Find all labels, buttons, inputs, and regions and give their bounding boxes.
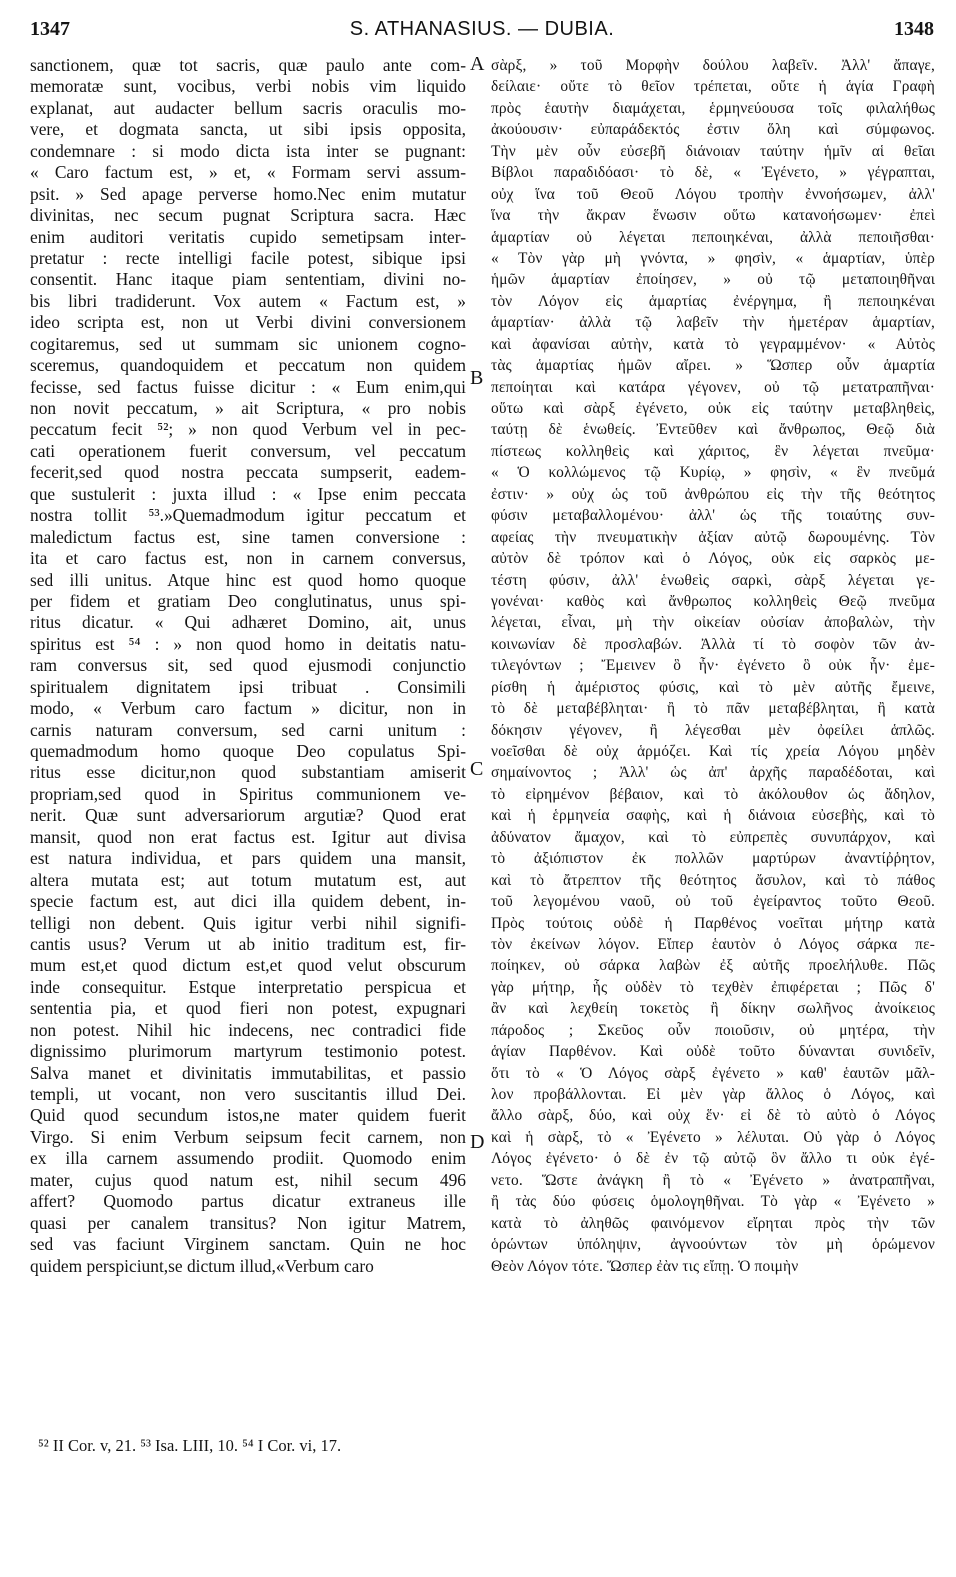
section-marker-c: C (470, 758, 484, 780)
latin-text-line: dignissimo plurimorum martyrum testimonio potest. (30, 1041, 466, 1062)
latin-text-line: nostra tollit ⁵³.»Quemadmodum igitur peccatum et (30, 505, 466, 526)
greek-text-line: γονέναι· καθὸς καὶ ἄνθρωπος κολληθεὶς Θεῷ πνεῦμα (491, 592, 935, 610)
greek-text-line: Θεὸν Λόγον τότε. Ὥσπερ ἐὰν τις εἴπῃ. Ὁ ποιμὴν (491, 1257, 799, 1275)
latin-text-line: mater, cujus quod natum est, nihil secum 496 (30, 1169, 466, 1190)
greek-text-line: ρίσθη ἡ ἀμέριστος φύσις, καὶ τὸ μὲν αὐτῆς ἔμεινε, (491, 678, 935, 696)
latin-text-line: consentit. Hanc itaque piam sententiam, divini no- (30, 269, 466, 290)
latin-text-line: mum est,et quod dictum est,et quod velut obscurum (30, 955, 466, 976)
footnotes: ⁵² II Cor. v, 21. ⁵³ Isa. LIII, 10. ⁵⁴ I Cor. vi, 17. (38, 1436, 342, 1455)
greek-text-line: δείλαιε· οὔτε τὸ θεῖον τρέπεται, οὔτε ἡ ἁγία Γραφὴ (491, 78, 935, 96)
latin-text-line: vere, et dogmata sancta, ut sibi ipsis opposita, (30, 119, 466, 140)
greek-text-line: ἄλλο σὰρξ, δύο, καὶ οὐχ ἕν· εἰ δὲ τὸ αὐτὸ ὁ Λόγος (491, 1107, 935, 1125)
greek-text-line: τὸν Λόγον εἰς ἁμαρτίας ἐνέργημα, ἢ πεποιηκέναι (491, 292, 935, 310)
greek-text-line: σὰρξ, » τοῦ Μορφὴν δούλου λαβεῖν. Ἀλλ' ἄπαγε, (491, 57, 935, 74)
greek-text-line: ἀδύνατον ἄμαχον, καὶ τὸ εὐπρεπὲς συνυπάρχον, καὶ (491, 828, 935, 846)
greek-text-line: κοινωνίαν δὲ προσλαβών. Ἀλλὰ τί τὸ σοφὸν τῶν ἀν- (491, 635, 935, 653)
greek-column (491, 55, 935, 1277)
latin-text-line: Quid quod secundum istos,ne mater quidem fuerit (30, 1105, 466, 1126)
latin-text-line: templi, ut vocant, non vero suscitantis illud Dei. (30, 1084, 466, 1104)
greek-text-line: τιλεγόντων ; Ἔμεινεν ὃ ἦν· ἐγένετο ὃ οὐκ ἦν· ἐμε- (491, 657, 935, 675)
latin-text-line: memoratæ sunt, vocibus, verbi nobis vim liquido (30, 76, 466, 97)
greek-text-line: καὶ ἡ σὰρξ, τὸ « Ἐγένετο » λέλυται. Οὐ γὰρ ὁ Λόγος (491, 1128, 935, 1146)
latin-text-line: fecisse, sed factus fuisse dicitur : « Eum enim,qui (30, 376, 466, 397)
page-header (30, 14, 934, 48)
latin-text-line: peccatum fecit ⁵²; » non quod Verbum vel in pec- (30, 419, 466, 440)
greek-text-line: τὸ εἰρημένον βέβαιον, καὶ τὸ ἀκόλουθον ὡς ἄδηλον, (491, 785, 935, 803)
greek-text-line: πάροδος ; Σκεῦος οὖν ποιοῦσιν, οὐ μητέρα, τὴν (491, 1021, 935, 1039)
latin-text-line: ram conversus sit, sed quod ejusmodi conjunctio (30, 655, 466, 676)
greek-text-line: ἁγίαν Παρθένον. Καὶ οὐδὲ τοῦτο δύνανται συνιδεῖν, (491, 1043, 935, 1061)
latin-text-line: ex illa carnem assumendo prodiit. Quomodo enim (30, 1148, 466, 1169)
latin-text-line: psit. » Sed apage perverse homo.Nec enim mutatur (30, 183, 466, 204)
latin-text-line: non potest. Nihil hic indecens, nec contradici fide (30, 1019, 466, 1040)
greek-text-line: λέγεται, εἶναι, μὴ τὴν οἰκείαν οὐσίαν ἀποβαλὼν, τὴν (491, 614, 935, 632)
greek-text-line: ποίηκεν, οὐ σάρκα λαβὼν ἐξ αὐτῆς προελήλυθε. Πῶς (491, 957, 935, 975)
latin-column (30, 55, 466, 1277)
greek-text-line: πεποίηται καὶ κατάρα γέγονεν, οὐ τῷ μετατραπῆναι· (491, 378, 935, 396)
right-page-number: 1348 (894, 18, 934, 40)
latin-text-line: cogitaremus, sed ut summam sic unionem cogno- (30, 333, 466, 354)
greek-text-line: τοῦ λεγομένου ναοῦ, οὐ τοῦ ἐγείραντος τοῦτο Θεοῦ. (491, 893, 935, 911)
latin-text-line: sceremus, quandoquidem et peccatum non quidem (30, 355, 466, 376)
greek-text-line: ἐστιν· » οὐχ ὡς τοῦ ἀνθρώπου εἰς τὴν τῆς θεότητος (491, 485, 935, 503)
latin-text-line: cati operationem fuerit conversum, vel peccatum (30, 440, 466, 461)
latin-text-line: bis libri tradiderunt. Vox autem « Factum est, » (30, 290, 466, 311)
latin-text-line: cantis usus? Verum ut ab initio traditum est, fir- (30, 933, 466, 954)
greek-text-line: Τὴν μὲν οὖν εὐσεβῆ διάνοιαν ταύτην ἡμῖν αἱ θεῖαι (491, 142, 935, 160)
greek-text-line: νοεῖσθαι δὲ οὐχ ἁρμόζει. Καὶ τίς χρεία Λόγου μηδὲν (491, 743, 935, 760)
latin-text-line: spiritualem dignitatem ipsi tribuat . Consimili (30, 676, 466, 697)
greek-text-line: Λόγος ἐγένετο· ὁ δὲ ἐν τῷ αὐτῷ ὃν ἄλλο τι οὐκ ἐγέ- (491, 1150, 935, 1168)
greek-text-line: καὶ ἀφανίσαι αὐτὴν, κατὰ τὸ γεγραμμένον· « Αὐτὸς (491, 335, 935, 353)
greek-text-line: πρὸς ἑαυτὴν διαμάχεται, ἑρμηνεύουσα τοῖς φιλαλήθως (491, 99, 935, 117)
greek-text-line: λον προβάλλονται. Εἰ μὲν γὰρ ἄλλος ὁ Λόγος, καὶ (491, 1086, 935, 1103)
latin-text-line: quidem perspiciunt,se dictum illud,«Verbum caro (30, 1255, 374, 1276)
latin-text-line: condemnare : si modo dicta ista inter se pugnant: (30, 140, 466, 161)
greek-text-line: « Τὸν γὰρ μὴ γνόντα, » φησὶν, « ἁμαρτίαν, ὑπὲρ (491, 249, 935, 267)
greek-text-line: ἵνα τὴν ἄκραν ἕνωσιν οὕτω κατανοήσωμεν· ἐπεὶ (491, 207, 935, 225)
greek-text-line: νετο. Ὥστε ἀνάγκη ἢ τὸ « Ἐγένετο » ἀνατραπῆναι, (491, 1171, 935, 1189)
latin-text-line: mansit, quod non erat factus est. Igitur aut divisa (30, 826, 466, 847)
latin-text-line: modo, « Verbum caro factum » dicitur, non in (30, 698, 466, 719)
left-page-number: 1347 (30, 18, 70, 40)
section-marker-a: A (470, 53, 485, 75)
latin-text-line: altera mutata est; aut totum mutatum est, aut (30, 869, 466, 890)
latin-text-line: maledictum factus est, sine tamen conversione : (30, 526, 466, 547)
latin-text-line: nerit. Quæ sunt adversariorum argutiæ? Quod erat (30, 805, 466, 826)
greek-text-line: οὐχ ἵνα τοῦ Θεοῦ Λόγου τροπὴν ἐννοήσωμεν, ἀλλ' (491, 185, 935, 203)
greek-text-line: Πρὸς τούτοις οὐδὲ ἡ Παρθένος νοεῖται μήτηρ κατὰ (491, 914, 935, 932)
latin-text-line: sed vas faciunt Virginem sanctam. Quin ne hoc (30, 1234, 466, 1255)
greek-text-line: Βίβλοι παραδιδόασι· τὸ δὲ, « Ἐγένετο, » γέγραπται, (491, 164, 935, 182)
greek-text-line: οὕτω καὶ σὰρξ ἐγένετο, οὐκ εἰς ταύτην μεταβληθεὶς, (491, 400, 935, 417)
greek-text-line: φύσιν μεταβαλλομένου· ἀλλ' ὡς τῆς τοιαύτης συν- (491, 507, 935, 525)
latin-text-line: ritus esse dicitur,non quod substantiam amiserit (30, 762, 466, 783)
greek-text-line: τέστη φύσιν, ἀλλ' ἑνωθεὶς σαρκὶ, σὰρξ λέγεται γε- (491, 571, 935, 589)
greek-text-line: ἂν καὶ λεχθείη τοκετὸς ἢ δίκην σωλῆνος ἀνοίκειος (491, 1000, 935, 1018)
latin-text-line: telligi non debent. Quis igitur verbi nihil signifi- (30, 912, 466, 933)
greek-text-line: κατὰ τὸ ἀληθῶς φαινόμενον εἴρηται πρὸς τὴν τῶν (491, 1214, 935, 1232)
greek-text-line: σημαίνοντος ; Ἀλλ' ὡς ἀπ' ἀρχῆς παραδέδοται, καὶ (491, 764, 935, 782)
latin-text-line: est natura individua, et pars quidem una mansit, (30, 848, 466, 869)
greek-text-line: ὅτι τὸ « Ὁ Λόγος σὰρξ ἐγένετο » καθ' ἑαυτῶν μᾶλ- (491, 1064, 935, 1082)
latin-text-line: propriam,sed quod in Spiritus communionem ve- (30, 783, 466, 804)
latin-text-line: non novit peccatum, » ait Scriptura, « pro nobis (30, 398, 466, 418)
latin-text-line: que sustulerit : juxta illud : « Ipse enim peccata (30, 483, 466, 504)
greek-text-line: τὰς ἁμαρτίας ἡμῶν αἴρει. » Ὥσπερ οὖν ἁμαρτία (491, 357, 935, 375)
greek-text-line: πίστεως κολληθεὶς καὶ χάριτος, ἓν λέγεται πνεῦμα· (491, 442, 935, 460)
greek-text-line: ἡμῶν ἁμαρτίαν ἐποίησεν, » οὐ τῷ μεταποιηθῆναι (491, 271, 935, 289)
greek-text-line: τὸ δὲ μεταβέβληται· ἢ τὸ πᾶν μεταβέβληται, ἢ κατὰ (491, 700, 935, 718)
running-title: S. ATHANASIUS. — DUBIA. (349, 18, 615, 40)
greek-text-line: ἢ τὰς δύο φύσεις ὁμολογηθῆναι. Τὸ γὰρ « Ἐγένετο » (491, 1193, 935, 1211)
latin-text-line: « Caro factum est, » et, « Formam servi assum- (30, 162, 466, 183)
greek-text-line: καὶ τὸ ἄτρεπτον τῆς θεότητος ἄσυλον, καὶ τὸ πάθος (491, 871, 935, 889)
greek-text-line: γὰρ μήτηρ, ἧς οὐδὲν τὸ τεχθὲν ἐπιφέρεται ; Πῶς δ' (491, 978, 935, 996)
latin-text-line: sed illi unitus. Atque hinc est quod homo quoque (30, 569, 466, 590)
latin-text-line: enim auditori veritatis cupido semetipsam inter- (30, 226, 466, 247)
latin-text-line: specie factum est, aut dici illa quidem debent, in- (30, 891, 466, 912)
latin-text-line: Salva manet et divinitatis immutabilitas, et passio (30, 1062, 466, 1083)
greek-text-line: καὶ ἡ ἑρμηνεία σαφὴς, καὶ ἡ διάνοια εὐσεβὴς, καὶ τὸ (491, 807, 935, 825)
latin-text-line: fecerit,sed quod nostra peccata sumpserit, eadem- (30, 462, 466, 483)
latin-text-line: per fidem et gratiam Deo conglutinatus, unus spi- (30, 590, 466, 611)
greek-text-line: τὸ ἀξιόπιστον ἐκ πολλῶν μαρτύρων ἀναντίῤῥητον, (491, 850, 935, 868)
latin-text-line: divinitas, nec secum pugnat Scriptura sacra. Hæc (30, 205, 466, 226)
section-marker-d: D (470, 1131, 485, 1153)
latin-text-line: sanctionem, quæ tot sacris, quæ paulo ante com- (30, 55, 466, 75)
greek-text-line: ἀκούουσιν· εὐπαράδεκτός ἐστιν ὅλη καὶ σύμφωνος. (491, 121, 935, 139)
greek-text-line: « Ὁ κολλώμενος τῷ Κυρίῳ, » φησὶν, « ἓν πνεῦμά (491, 464, 935, 482)
latin-text-line: quasi per canalem transitus? Non igitur Matrem, (30, 1212, 466, 1233)
greek-text-line: ἁμαρτίαν οὐ λέγεται πεποιηκέναι, ἀλλὰ πεποιῆσθαι· (491, 228, 935, 246)
section-marker-b: B (470, 367, 484, 389)
greek-text-line: ταύτῃ δὲ ἑνωθείς. Ἐντεῦθεν καὶ ἄνθρωπος, Θεῷ διὰ (491, 421, 935, 439)
latin-text-line: ritus dicatur. « Qui adhæret Domino, ait, unus (30, 612, 466, 633)
latin-text-line: affert? Quomodo partus dicatur extraneus ille (30, 1191, 466, 1212)
latin-text-line: carnis naturam conversum, sed carni unitum : (30, 719, 466, 740)
latin-text-line: ita et caro factus est, non in carnem conversus, (30, 548, 466, 569)
latin-text-line: sententia pia, et quod fieri non potest, expugnari (30, 998, 466, 1019)
latin-text-line: explanat, aut audacter bellum sacris oraculis mo- (30, 97, 466, 118)
latin-text-line: quemadmodum homo quoque Deo copulatus Spi- (30, 741, 466, 761)
latin-text-line: pretatur : recte intelligi facile potest, sibique ipsi (30, 247, 466, 268)
latin-text-line: spiritus est ⁵⁴ : » non quod homo in deitatis natu- (30, 633, 466, 654)
greek-text-line: δόκησιν γέγονεν, ἢ λέγεσθαι μὲν ὀφείλει ἁπλῶς. (491, 721, 935, 739)
greek-text-line: αὐτὸν δὲ τρόπον καὶ ὁ Λόγος, οὐκ εἰς σαρκὸς με- (491, 550, 935, 568)
greek-text-line: αφείας τὴν πνευματικὴν ἀξίαν αὐτῷ δωρουμένης. Τὸν (491, 528, 935, 546)
greek-text-line: ἁμαρτίαν· ἀλλὰ τῷ λαβεῖν τὴν ἡμετέραν ἁμαρτίαν, (491, 314, 935, 332)
greek-text-line: τὸν ἐκείνων λόγον. Εἴπερ ἑαυτὸν ὁ Λόγος σάρκα πε- (491, 935, 935, 953)
latin-text-line: Virgo. Si enim Verbum seipsum fecit carnem, non (30, 1126, 466, 1147)
latin-text-line: ideo scripta est, non ut Verbi divini conversionem (30, 312, 466, 333)
greek-text-line: ὁρώντων ὑπόληψιν, ἀγνοούντων τὸν μὴ ὁρώμενον (491, 1236, 935, 1254)
latin-text-line: inde consequitur. Estque interpretatio perspicua et (30, 976, 466, 997)
